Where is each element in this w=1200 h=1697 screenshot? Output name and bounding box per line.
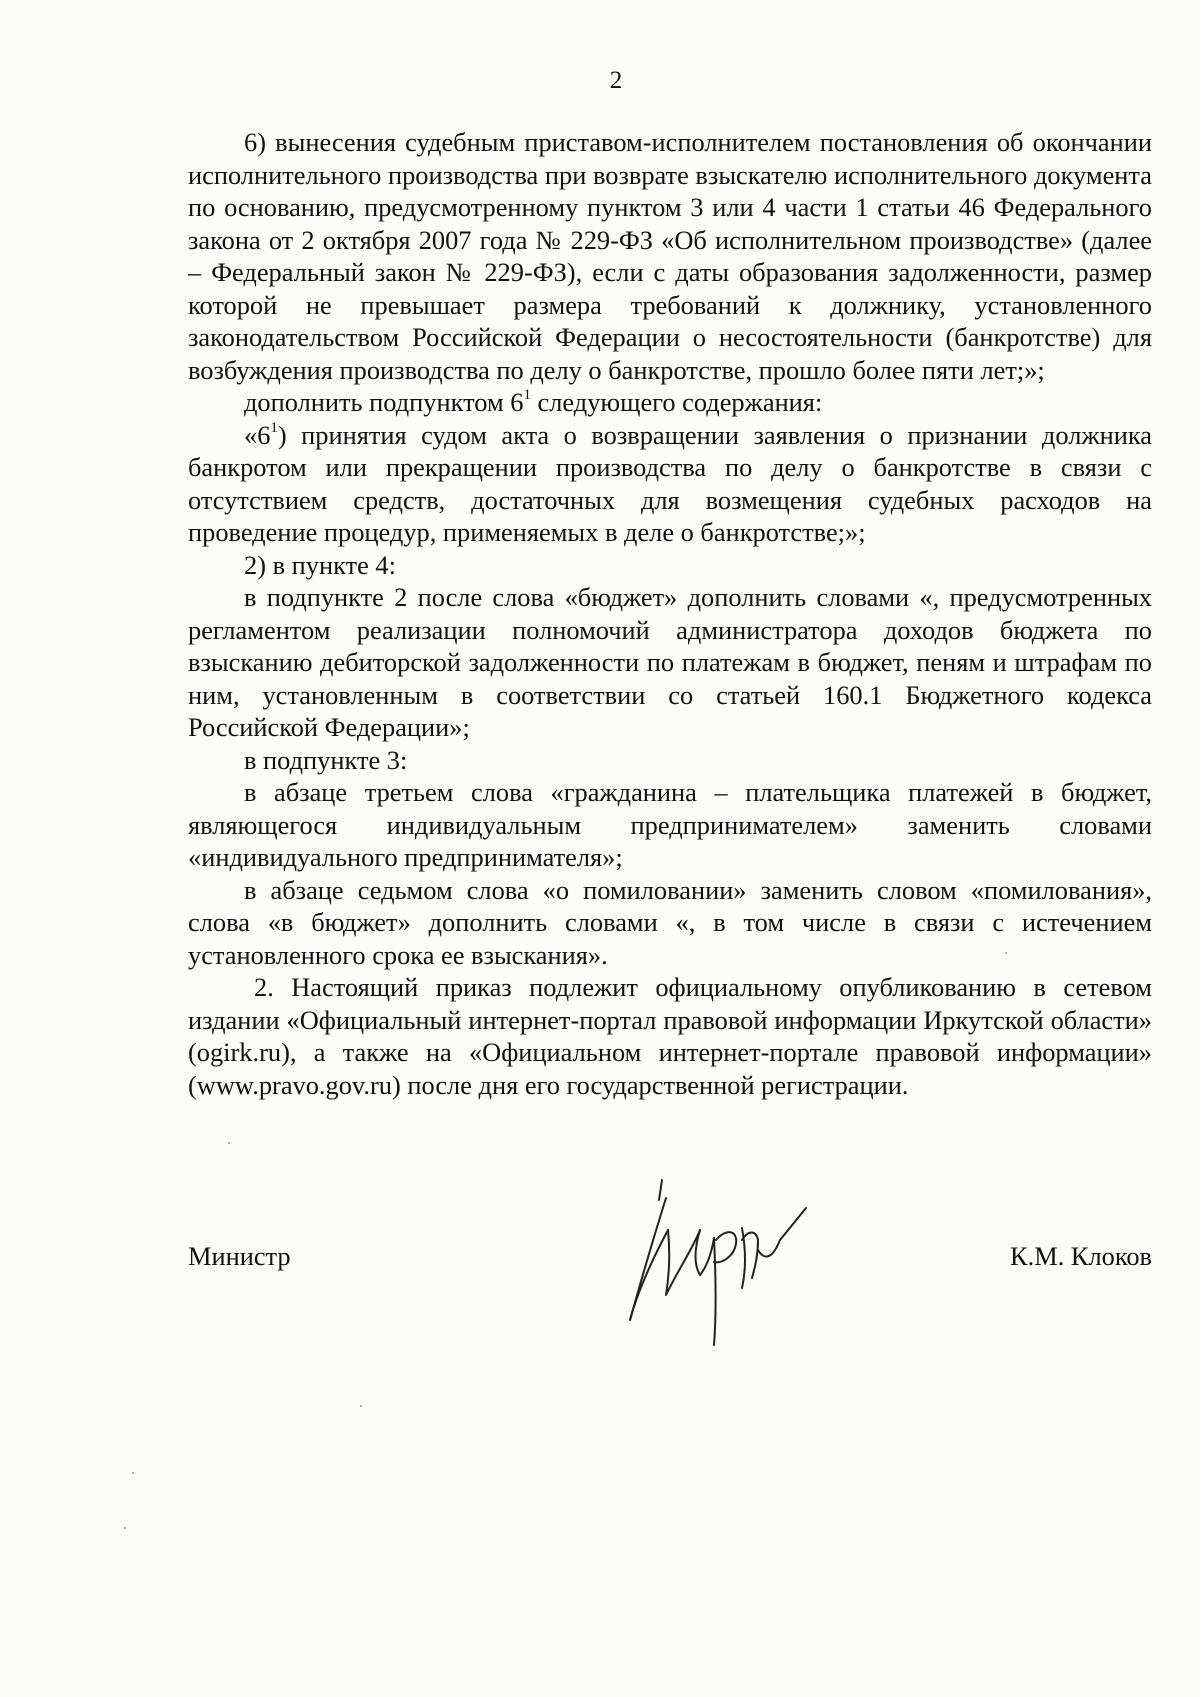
page-number: 2 <box>609 67 623 94</box>
handwritten-signature <box>608 1170 838 1350</box>
paragraph-text: дополнить подпунктом 6 <box>244 387 524 417</box>
paragraph-add-subitem <box>188 386 1152 419</box>
paragraph-abzac-7: в абзаце седьмом слова «о помиловании» заменить словом «помилования», слова «в бюджет» дополнить словами «, в том числе в связи с истечением установленного срока ее взыскания». <box>188 874 1152 970</box>
paragraph-subitem-2: в подпункте 2 после слова «бюджет» дополнить словами «, предусмотренных регламентом реализации полномочий администратора доходов бюджета по взысканию дебиторской задолженности по платежам в бюджет, пеням и штрафам по ним, установленным в соответствии со статьей 160.1 Бюджетного кодекса Российской Федерации»; <box>188 582 1152 742</box>
scan-speck <box>132 1472 134 1474</box>
paragraph-subitem-6: 6) вынесения судебным приставом-исполнителем постановления об окончании исполнительного производства при возврате взыскателю исполнительного документа по основанию, предусмотренному пунктом 3 или 4 части 1 статьи 46 Федерального закона от 2 октября 2007 года № 229-ФЗ «Об исполнительном производстве» (далее – Федеральный закон № 229-ФЗ), если с даты образования задолженности, размер которой не превышает размера требований к должнику, установленного законодательством Российской Федерации о несостоятельности (банкротстве) для возбуждения производства по делу о банкротстве, прошло более пяти лет;»; <box>188 127 1152 385</box>
superscript: 1 <box>270 419 278 436</box>
paragraph-abzac-3: в абзаце третьем слова «гражданина – плательщика платежей в бюджет, являющегося индивидуальным предпринимателем» заменить словами «индивидуального предпринимателя»; <box>188 777 1152 872</box>
scan-speck <box>228 1142 230 1144</box>
signer-name: К.М. Клоков <box>1010 1241 1152 1271</box>
paragraph-text: следующего содержания: <box>530 387 823 417</box>
superscript: 1 <box>523 387 531 403</box>
paragraph-subitem-3: в подпункте 3: <box>244 744 408 775</box>
paragraph-publication: 2. Настоящий приказ подлежит официальному опубликованию в сетевом издании «Официальный интернет-портал правовой информации Иркутской области» (ogirk.ru), а также на «Официальном интернет-портале правовой информации» (www.pravo.gov.ru) после дня его государственной регистрации. <box>188 972 1152 1100</box>
paragraph-text: «6 <box>244 419 271 450</box>
scan-speck <box>1005 952 1007 954</box>
paragraph-text: ) принятия судом акта о возвращении заявления о признании должника банкротом или прекращении производства по делу о банкротстве в связи с отсутствием средств, достаточных для возмещения судебных расходов на проведение процедур, применяемых в деле о банкротстве;»; <box>188 419 1152 547</box>
paragraph-subitem-6-1 <box>188 419 1152 549</box>
scan-speck <box>124 1527 126 1529</box>
paragraph-item-4: 2) в пункте 4: <box>244 549 396 580</box>
document-body <box>188 126 1152 1101</box>
scan-speck <box>360 1405 362 1407</box>
signer-position: Министр <box>188 1241 291 1271</box>
